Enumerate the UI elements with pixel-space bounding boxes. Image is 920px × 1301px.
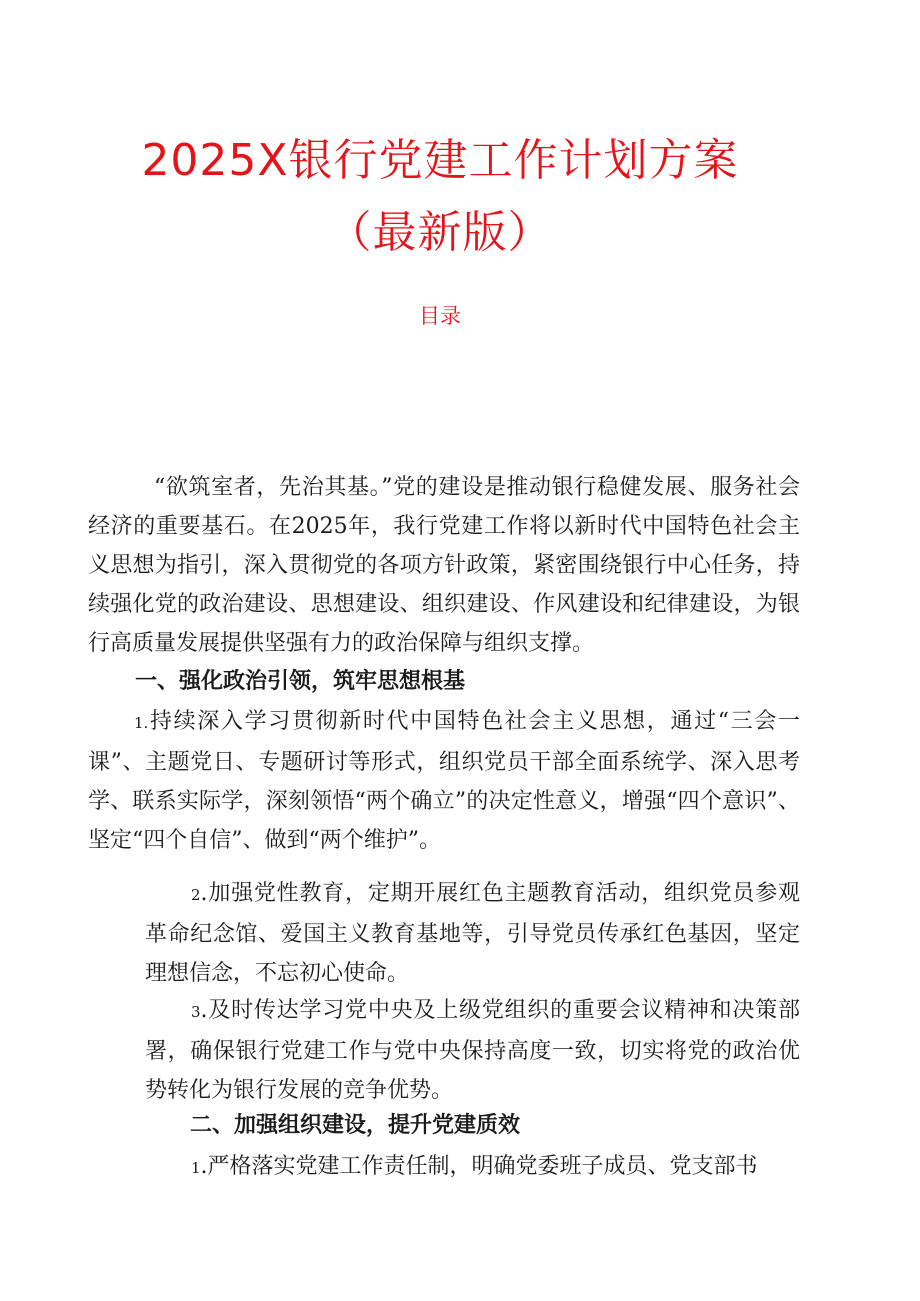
table-of-contents-label: 目录 (419, 304, 461, 328)
intro-paragraph: “欲筑室者，先治其基。”党的建设是推动银行稳健发展、服务社会经济的重要基石。在2025年，我行党建工作将以新时代中国特色社会主义思想为指引，深入贯彻党的各项方针政策，紧密围绕银行中心任务，持续强化党的政治建设、思想建设、组织建设、作风建设和纪律建设，为银行高质量发展提供坚强有力的政治保障与组织支撑。 (88, 475, 800, 656)
document-subtitle: （最新版） (327, 207, 553, 258)
section-1-heading: 一、强化政治引领，筑牢思想根基 (135, 668, 466, 694)
item-number: 1 (191, 1159, 201, 1177)
document-title: 2025X银行党建工作计划方案 (141, 135, 739, 186)
item-text: .加强党性教育，定期开展红色主题教育活动，组织党员参观革命纪念馆、爱国主义教育基地等，引导党员传承红色基因，坚定理想信念，不忘初心使命。 (145, 881, 800, 986)
item-text: .及时传达学习党中央及上级党组织的重要会议精神和决策部署，确保银行党建工作与党中央保持高度一致，切实将党的政治优势转化为银行发展的竞争优势。 (145, 998, 800, 1103)
section-2-item-1 (145, 1147, 800, 1186)
section-1-item-3 (145, 991, 800, 1110)
section-1-item-1 (88, 702, 800, 860)
item-number: 3 (191, 1003, 201, 1021)
item-number: 1. (134, 714, 149, 732)
section-1-item-2 (145, 874, 800, 993)
item-text: .严格落实党建工作责任制，明确党委班子成员、党支部书 (200, 1154, 758, 1179)
item-number: 2 (191, 886, 201, 904)
item-text: 持续深入学习贯彻新时代中国特色社会主义思想，通过“三会一课”、主题党日、专题研讨等形式，组织党员干部全面系统学、深入思考学、联系实际学，深刻领悟“两个确立”的决定性意义，增强“四个意识”、坚定“四个自信”、做到“两个维护”。 (88, 709, 800, 853)
section-2-heading: 二、加强组织建设，提升党建质效 (190, 1112, 521, 1138)
